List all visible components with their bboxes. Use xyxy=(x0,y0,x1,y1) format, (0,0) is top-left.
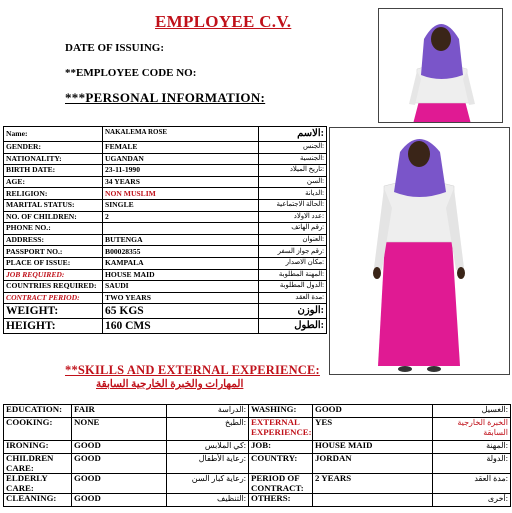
elderly-care-label: ELDERLY CARE: xyxy=(4,474,72,494)
weight-value: 65 KGS xyxy=(103,304,259,319)
name-label: Name: xyxy=(4,127,103,142)
marital-status-label-ar: :الحالة الاجتماعية xyxy=(259,199,327,211)
country-value: JORDAN xyxy=(313,454,433,474)
others-label: OTHERS: xyxy=(249,494,313,507)
name-value: NAKALEMA ROSE xyxy=(103,127,259,142)
religion-label: RELIGION: xyxy=(4,188,103,200)
period-of-contract-label: PERIOD OF CONTRACT: xyxy=(249,474,313,494)
cooking-value: NONE xyxy=(72,418,167,441)
ironing-value: GOOD xyxy=(72,441,167,454)
period-of-contract-label-ar: :مدة العقد xyxy=(433,474,511,494)
nationality-value: UGANDAN xyxy=(103,153,259,165)
table-row xyxy=(4,223,327,235)
candidate-photo-large xyxy=(329,127,510,375)
washing-value: GOOD xyxy=(313,405,433,418)
period-of-contract-value: 2 YEARS xyxy=(313,474,433,494)
elderly-care-value: GOOD xyxy=(72,474,167,494)
passport-label: PASSPORT NO.: xyxy=(4,246,103,258)
table-row xyxy=(4,494,511,507)
passport-value: B00028355 xyxy=(103,246,259,258)
address-value: BUTENGA xyxy=(103,234,259,246)
ironing-label: IRONING: xyxy=(4,441,72,454)
height-value: 160 CMS xyxy=(103,319,259,334)
country-label: COUNTRY: xyxy=(249,454,313,474)
children-count-label: NO. OF CHILDREN: xyxy=(4,211,103,223)
address-label-ar: :العنوان xyxy=(259,234,327,246)
document-title: EMPLOYEE C.V. xyxy=(155,12,292,31)
job-required-label: JOB REQUIRED: xyxy=(4,269,103,281)
phone-value xyxy=(103,223,259,235)
religion-value: NON MUSLIM xyxy=(103,188,259,200)
weight-label-ar: :الوزن xyxy=(259,304,327,319)
education-label: EDUCATION: xyxy=(4,405,72,418)
table-row xyxy=(4,269,327,281)
cleaning-label-ar: :التنظيف xyxy=(167,494,249,507)
age-label-ar: :السن xyxy=(259,176,327,188)
skills-table xyxy=(3,404,511,507)
date-of-issuing-label: DATE OF ISSUING: xyxy=(65,42,165,54)
table-row xyxy=(4,176,327,188)
cooking-label: COOKING: xyxy=(4,418,72,441)
birth-date-label-ar: :تاريخ الميلاد xyxy=(259,165,327,177)
cleaning-label: CLEANING: xyxy=(4,494,72,507)
table-row xyxy=(4,188,327,200)
table-row xyxy=(4,246,327,258)
external-experience-value: YES xyxy=(313,418,433,441)
table-row xyxy=(4,281,327,293)
skills-heading-ar: المهارات والخبرة الخارجية السابقة xyxy=(96,379,244,390)
job-value: HOUSE MAID xyxy=(313,441,433,454)
contract-period-label-ar: :مدة العقد xyxy=(259,292,327,304)
ironing-label-ar: :كي الملابس xyxy=(167,441,249,454)
countries-required-label-ar: :الدول المطلوبة xyxy=(259,281,327,293)
children-count-label-ar: :عدد الاولاد xyxy=(259,211,327,223)
countries-required-value: SAUDI xyxy=(103,281,259,293)
table-row xyxy=(4,454,511,474)
job-label: JOB: xyxy=(249,441,313,454)
marital-status-value: SINGLE xyxy=(103,199,259,211)
address-label: ADDRESS: xyxy=(4,234,103,246)
age-value: 34 YEARS xyxy=(103,176,259,188)
education-value: FAIR xyxy=(72,405,167,418)
birth-date-label: BIRTH DATE: xyxy=(4,165,103,177)
elderly-care-label-ar: :رعاية كبار السن xyxy=(167,474,249,494)
table-row xyxy=(4,304,327,319)
height-label: HEIGHT: xyxy=(4,319,103,334)
employee-code-label: **EMPLOYEE CODE NO: xyxy=(65,67,197,79)
others-value xyxy=(313,494,433,507)
children-care-label: CHILDREN CARE: xyxy=(4,454,72,474)
external-experience-label: EXTERNAL EXPERIENCE: xyxy=(249,418,313,441)
job-required-value: HOUSE MAID xyxy=(103,269,259,281)
place-of-issue-label-ar: :مكان الاصدار xyxy=(259,257,327,269)
phone-label: PHONE NO.: xyxy=(4,223,103,235)
countries-required-label: COUNTRIES REQUIRED: xyxy=(4,281,103,293)
cooking-label-ar: :الطبخ xyxy=(167,418,249,441)
education-label-ar: :الدراسة xyxy=(167,405,249,418)
age-label: AGE: xyxy=(4,176,103,188)
contract-period-label: CONTRACT PERIOD: xyxy=(4,292,103,304)
table-row xyxy=(4,319,327,334)
birth-date-value: 23-11-1990 xyxy=(103,165,259,177)
candidate-photo-small xyxy=(378,8,503,123)
washing-label-ar: :الغسيل xyxy=(433,405,511,418)
table-row xyxy=(4,405,511,418)
place-of-issue-value: KAMPALA xyxy=(103,257,259,269)
weight-label: WEIGHT: xyxy=(4,304,103,319)
table-row xyxy=(4,441,511,454)
table-row xyxy=(4,199,327,211)
table-row xyxy=(4,234,327,246)
contract-period-value: TWO YEARS xyxy=(103,292,259,304)
external-experience-label-ar: الخبرة الخارجية السابقة xyxy=(433,418,511,441)
children-care-label-ar: :رعاية الأطفال xyxy=(167,454,249,474)
job-required-label-ar: :المهنة المطلوبة xyxy=(259,269,327,281)
country-label-ar: :الدولة xyxy=(433,454,511,474)
nationality-label: NATIONALITY: xyxy=(4,153,103,165)
personal-info-table xyxy=(3,126,327,334)
others-label-ar: :أخرى xyxy=(433,494,511,507)
phone-label-ar: :رقم الهاتف xyxy=(259,223,327,235)
gender-label: GENDER: xyxy=(4,142,103,154)
table-row xyxy=(4,142,327,154)
marital-status-label: MARITAL STATUS: xyxy=(4,199,103,211)
name-label-ar: :الاسم xyxy=(259,127,327,142)
table-row xyxy=(4,165,327,177)
table-row xyxy=(4,211,327,223)
religion-label-ar: :الديانة xyxy=(259,188,327,200)
job-label-ar: :المهنة xyxy=(433,441,511,454)
table-row xyxy=(4,257,327,269)
gender-label-ar: :الجنس xyxy=(259,142,327,154)
children-count-value: 2 xyxy=(103,211,259,223)
skills-heading: **SKILLS AND EXTERNAL EXPERIENCE: xyxy=(65,363,320,377)
height-label-ar: :الطول xyxy=(259,319,327,334)
table-row xyxy=(4,127,327,142)
table-row xyxy=(4,474,511,494)
place-of-issue-label: PLACE OF ISSUE: xyxy=(4,257,103,269)
passport-label-ar: :رقم جواز السفر xyxy=(259,246,327,258)
washing-label: WASHING: xyxy=(249,405,313,418)
table-row xyxy=(4,418,511,441)
nationality-label-ar: :الجنسية xyxy=(259,153,327,165)
personal-info-heading: ***PERSONAL INFORMATION: xyxy=(65,90,266,105)
table-row xyxy=(4,292,327,304)
table-row xyxy=(4,153,327,165)
gender-value: FEMALE xyxy=(103,142,259,154)
cleaning-value: GOOD xyxy=(72,494,167,507)
children-care-value: GOOD xyxy=(72,454,167,474)
